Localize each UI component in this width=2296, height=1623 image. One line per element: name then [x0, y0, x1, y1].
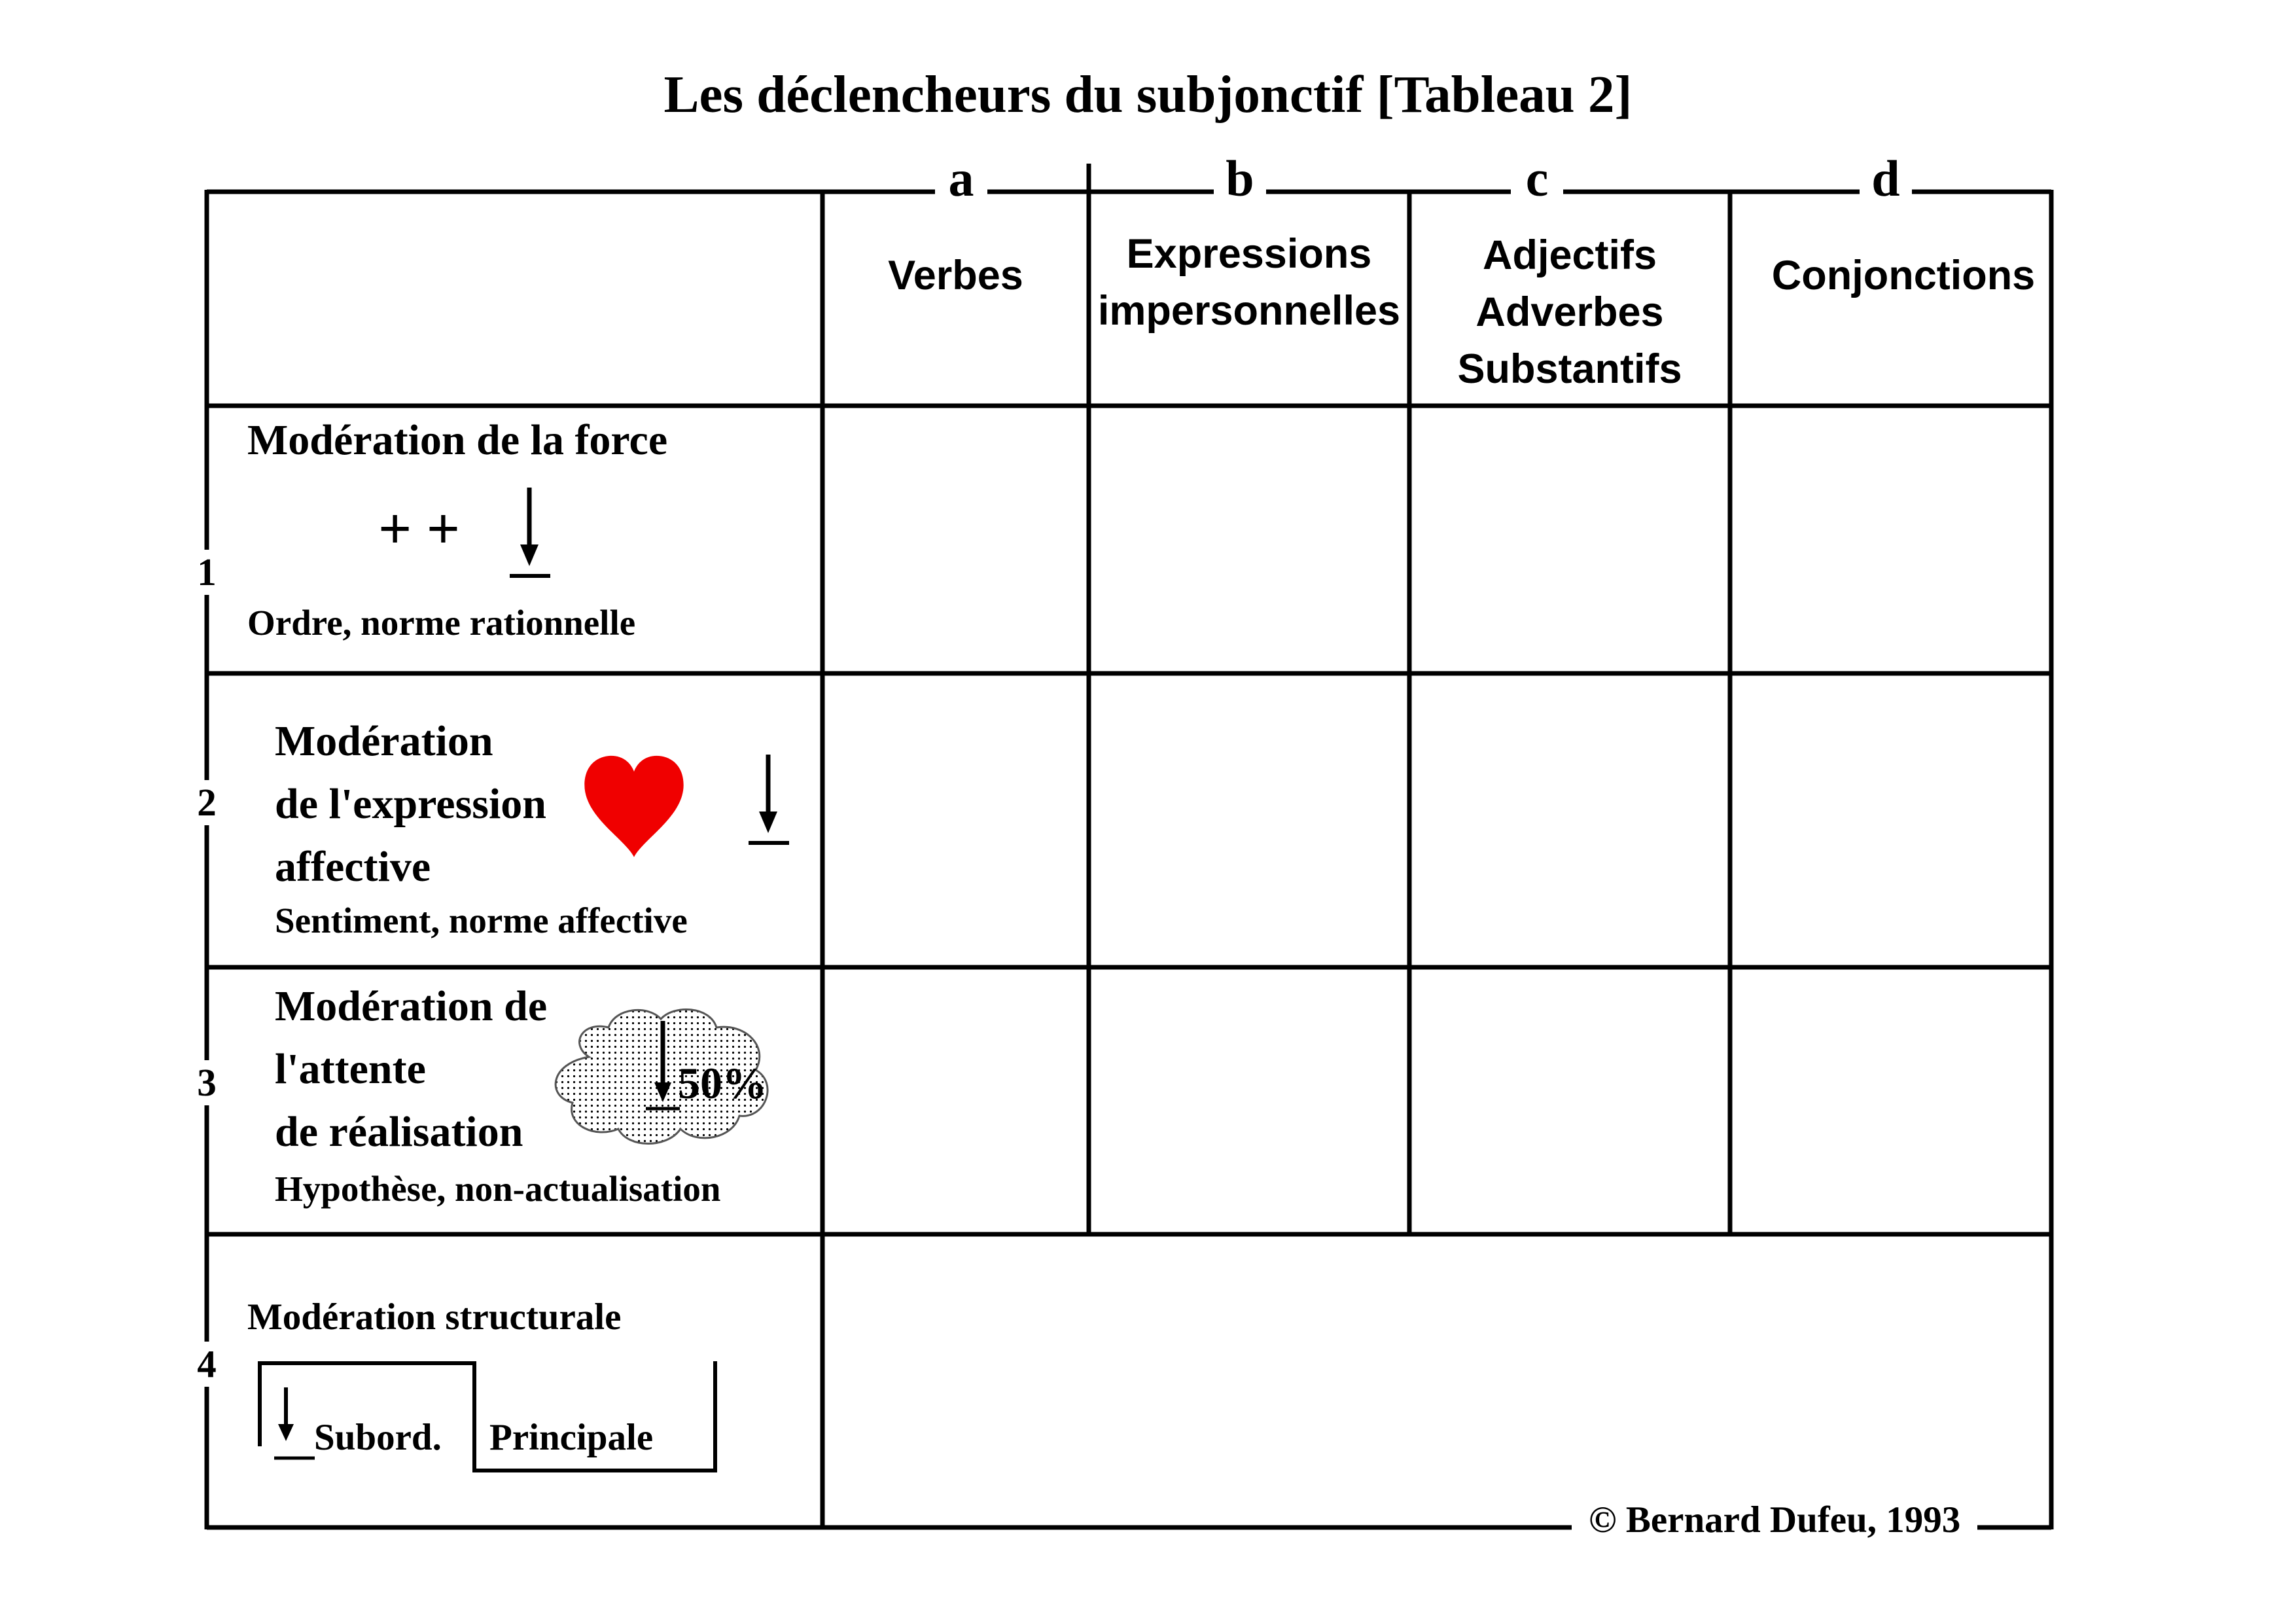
row-3-title-line: l'attente [275, 1045, 426, 1093]
column-header-line: Adverbes [1475, 289, 1664, 335]
row-2-title-line: de l'expression [275, 780, 546, 828]
row-3-subtitle: Hypothèse, non-actualisation [275, 1169, 721, 1209]
column-letter-b: b [1214, 149, 1266, 208]
column-letter-c: c [1511, 149, 1563, 208]
row-1-subtitle: Ordre, norme rationnelle [247, 603, 636, 643]
column-header-adjectifs [1409, 227, 1730, 398]
row-3-title-line: Modération de [275, 982, 548, 1030]
down-arrow-icon [746, 751, 792, 849]
row-2-title-line: Modération [275, 717, 493, 765]
column-header-conjonctions [1737, 247, 2070, 304]
row-2-subtitle: Sentiment, norme affective [275, 901, 688, 940]
row-number-1: 1 [187, 550, 226, 595]
row-4-title: Modération structurale [247, 1296, 622, 1338]
column-letter-a: a [935, 149, 987, 208]
column-header-line: Conjonctions [1771, 253, 2036, 298]
column-header-line: Verbes [888, 253, 1023, 298]
heart-icon [578, 751, 690, 864]
column-header-line: Adjectifs [1482, 232, 1657, 278]
page-title: Les déclencheurs du subjonctif [Tableau 2] [663, 65, 1633, 124]
column-header-line: Expressions [1126, 231, 1372, 277]
column-letter-d: d [1860, 149, 1912, 208]
copyright-notice: © Bernard Dufeu, 1993 [1572, 1499, 1977, 1541]
plus-symbols: + + [378, 497, 461, 562]
column-header-expressions [1089, 226, 1409, 340]
row-number-4: 4 [187, 1342, 226, 1387]
principal-label: Principale [489, 1417, 654, 1458]
row-2-title [275, 710, 546, 899]
column-header-line: impersonnelles [1097, 288, 1401, 334]
down-arrow-icon [643, 1021, 682, 1113]
row-number-3: 3 [187, 1060, 226, 1105]
subordinate-label: Subord. [314, 1417, 442, 1458]
row-3-title-line: de réalisation [275, 1108, 523, 1156]
row-number-2: 2 [187, 780, 226, 825]
column-header-verbes [822, 247, 1089, 304]
cloud-percent-label: 50% [678, 1058, 767, 1108]
down-arrow-icon [507, 484, 553, 582]
row-1-title: Modération de la force [247, 416, 668, 464]
row-2-title-line: affective [275, 843, 431, 891]
row-3-title [275, 975, 547, 1164]
column-header-line: Substantifs [1457, 346, 1682, 392]
